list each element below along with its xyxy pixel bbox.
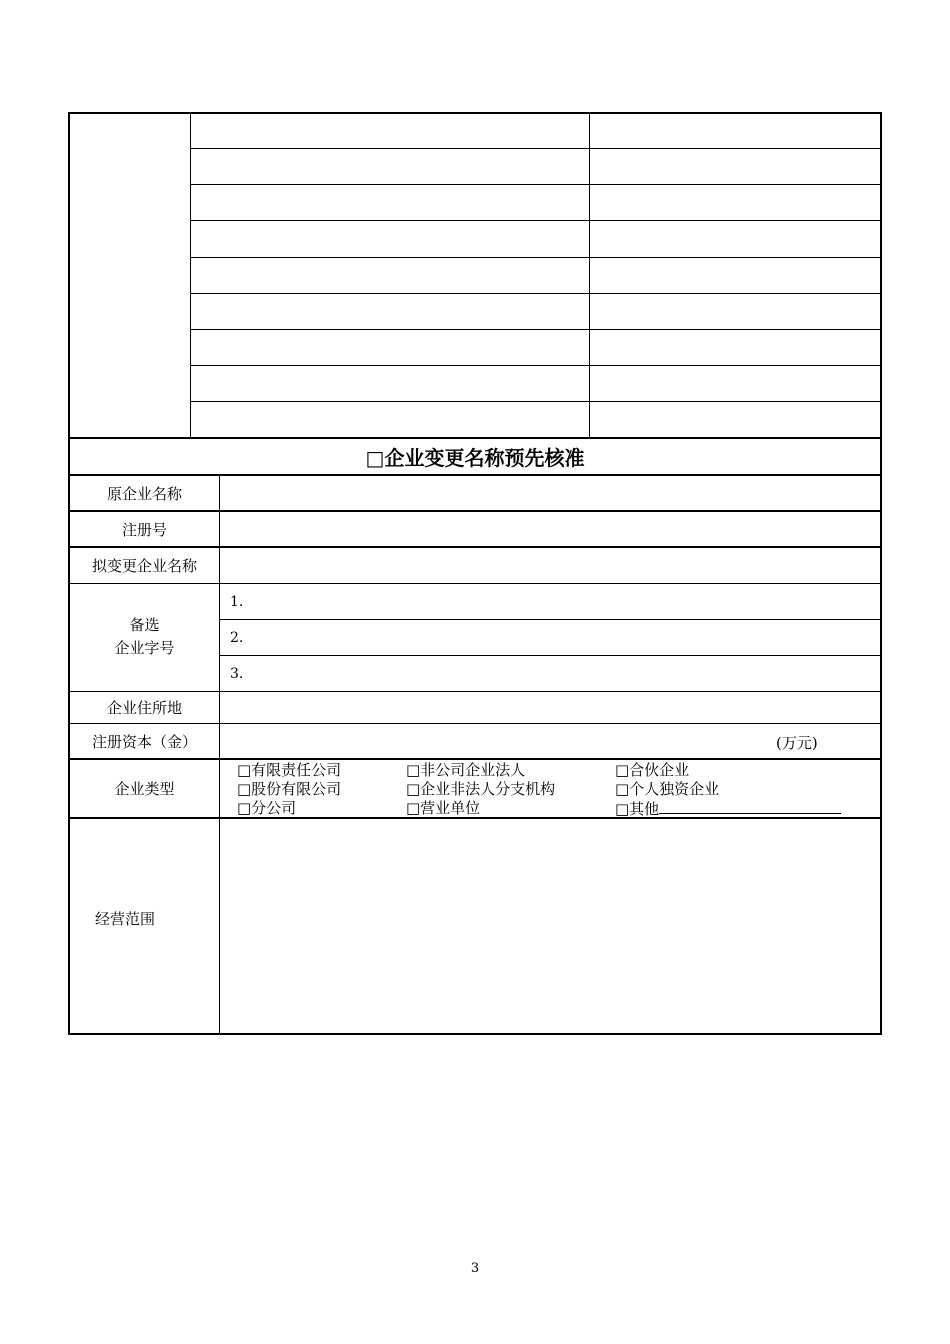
reg-no-field[interactable] — [220, 511, 880, 547]
table-right-border — [880, 112, 882, 1035]
enterprise-type-options — [220, 760, 880, 817]
upper-row-line — [190, 365, 880, 366]
upper-row-line — [190, 257, 880, 258]
alt-names-label — [70, 584, 219, 690]
proposed-name-label: 拟变更企业名称 — [91, 557, 197, 575]
type-option-non-company-legal[interactable]: □非公司企业法人 — [406, 761, 526, 779]
scope-label: 经营范围 — [95, 910, 156, 928]
type-option-joint-stock[interactable]: □股份有限公司 — [237, 780, 342, 798]
scope-field[interactable] — [220, 819, 880, 1033]
type-option-non-legal-branch[interactable]: □企业非法人分支机构 — [406, 780, 556, 798]
upper-row-line — [190, 220, 880, 221]
table-bottom-border — [68, 1033, 882, 1035]
type-option-business-unit[interactable]: □营业单位 — [406, 799, 481, 817]
upper-col-divider-2 — [589, 112, 590, 438]
alt-names-label-line1: 备选 — [129, 616, 160, 634]
type-option-other-label: □其他 — [615, 800, 660, 818]
upper-row-line — [190, 184, 880, 185]
alt-name-field-3[interactable]: 3. — [230, 665, 244, 682]
type-other-blank-line[interactable] — [659, 799, 841, 814]
type-option-partnership[interactable]: □合伙企业 — [615, 761, 690, 779]
upper-row-line — [190, 329, 880, 330]
original-name-label: 原企业名称 — [106, 484, 182, 503]
address-label: 企业住所地 — [106, 699, 182, 717]
capital-label: 注册资本（金） — [91, 733, 197, 751]
upper-row-line — [190, 401, 880, 402]
alt-name-field-2[interactable]: 2. — [230, 629, 244, 646]
proposed-name-field[interactable] — [220, 548, 880, 583]
upper-col-divider-1 — [190, 112, 191, 438]
page-number: 3 — [470, 1261, 480, 1276]
alt-name-field-1[interactable]: 1. — [230, 593, 244, 610]
type-option-limited-liability[interactable]: □有限责任公司 — [237, 761, 342, 779]
upper-row-line — [190, 148, 880, 149]
address-field[interactable] — [220, 692, 880, 723]
alt-names-label-line2: 企业字号 — [114, 639, 175, 657]
type-option-branch-company[interactable]: □分公司 — [237, 799, 297, 817]
capital-unit: (万元) — [776, 734, 818, 752]
type-option-other[interactable] — [615, 799, 841, 819]
upper-row-line — [190, 293, 880, 294]
original-name-field[interactable] — [220, 475, 880, 511]
type-option-sole-proprietorship[interactable]: □个人独资企业 — [615, 780, 720, 798]
section-title: □企业变更名称预先核准 — [365, 445, 585, 470]
type-label: 企业类型 — [114, 780, 175, 798]
reg-no-label: 注册号 — [121, 520, 167, 539]
